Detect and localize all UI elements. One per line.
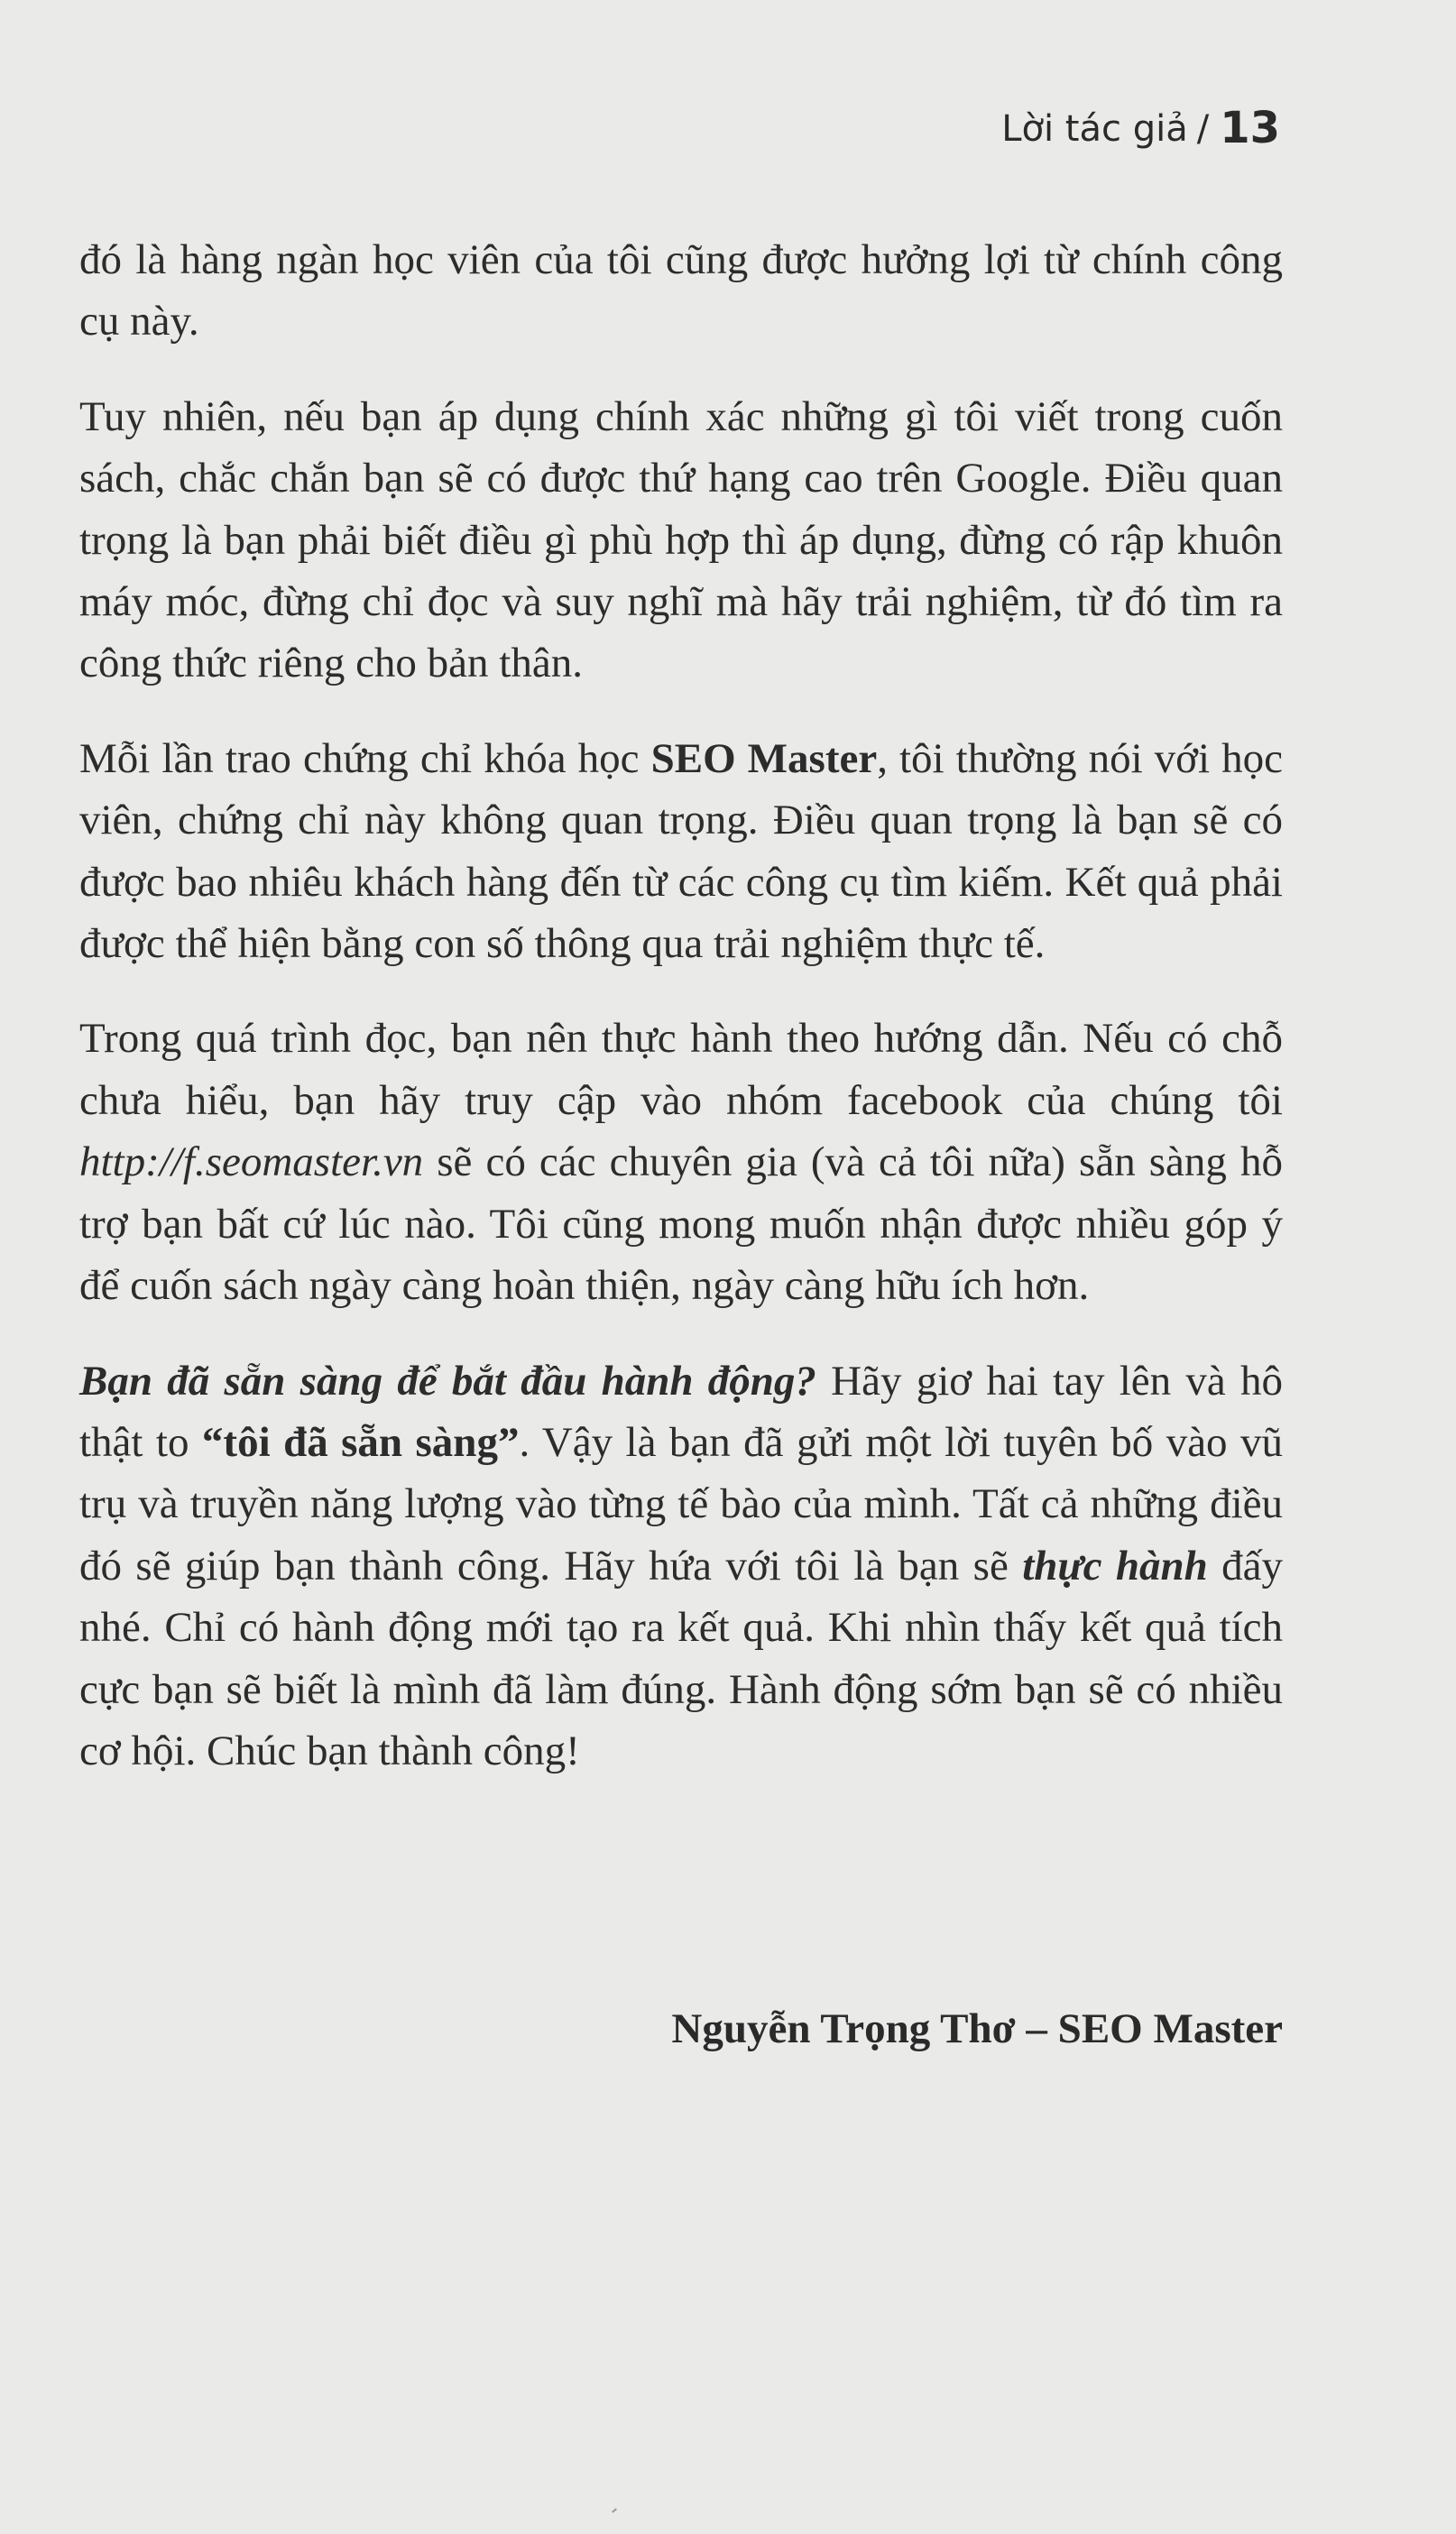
- section-title: Lời tác giả: [1001, 108, 1188, 150]
- text-run: Tuy nhiên, nếu bạn áp dụng chính xác những gì tôi viết trong cuốn sách, chắc chắn bạn sẽ có được thứ hạng cao trên Google. Điều quan trọng là bạn phải biết điều gì phù hợp thì áp dụng, đừng có rập khuôn máy móc, đừng chỉ đọc và suy nghĩ mà hãy trải nghiệm, từ đó tìm ra công thức riêng cho bản thân.: [79, 392, 1283, 687]
- text-run: , tôi thường nói với học viên, chứng chỉ này không quan trọng. Điều quan trọng là bạn sẽ có được bao nhiêu khách hàng đến từ các công cụ tìm kiếm. Kết quả phải được thể hiện bằng con số thông qua trải nghiệm thực tế.: [79, 734, 1283, 968]
- text-run: đó là hàng ngàn học viên của tôi cũng được hưởng lợi từ chính công cụ này.: [79, 236, 1283, 346]
- header-separator: /: [1196, 108, 1210, 150]
- page-number: 13: [1220, 103, 1280, 153]
- text-run: Hãy giơ hai tay lên và hô thật to: [79, 1357, 1283, 1466]
- paper-speck: [612, 2508, 617, 2512]
- emphasis-run: http://f.seomaster.vn: [79, 1138, 424, 1186]
- text-run: sẽ có các chuyên gia (và cả tôi nữa) sẵn sàng hỗ trợ bạn bất cứ lúc nào. Tôi cũng mong muốn nhận được nhiều góp ý để cuốn sách ngày càng hoàn thiện, ngày càng hữu ích hơn.: [79, 1138, 1283, 1310]
- text-run: Trong quá trình đọc, bạn nên thực hành theo hướng dẫn. Nếu có chỗ chưa hiểu, bạn hãy truy cập vào nhóm facebook của chúng tôi: [79, 1015, 1283, 1124]
- running-header: [1001, 101, 1280, 156]
- paragraph: [79, 1350, 1283, 1783]
- paragraph: [79, 1008, 1283, 1316]
- emphasis-run: thực hành: [1022, 1542, 1208, 1590]
- text-run: . Vậy là bạn đã gửi một lời tuyên bố vào vũ trụ và truyền năng lượng vào từng tế bào của mình. Tất cả những điều đó sẽ giúp bạn thành công. Hãy hứa với tôi là bạn sẽ: [79, 1418, 1283, 1590]
- paragraph: [79, 229, 1283, 353]
- paragraph: [79, 386, 1283, 695]
- author-signature: Nguyễn Trọng Thơ – SEO Master: [671, 2005, 1283, 2052]
- body-text: [79, 229, 1283, 1815]
- emphasis-run: SEO Master: [650, 734, 878, 782]
- emphasis-run: “tôi đã sẵn sàng”: [201, 1418, 520, 1466]
- text-run: đấy nhé. Chỉ có hành động mới tạo ra kết quả. Khi nhìn thấy kết quả tích cực bạn sẽ biết là mình đã làm đúng. Hành động sớm bạn sẽ có nhiều cơ hội. Chúc bạn thành công!: [79, 1542, 1283, 1774]
- paragraph: [79, 728, 1283, 975]
- emphasis-run: Bạn đã sẵn sàng để bắt đầu hành động?: [79, 1357, 816, 1405]
- text-run: Mỗi lần trao chứng chỉ khóa học: [79, 734, 651, 782]
